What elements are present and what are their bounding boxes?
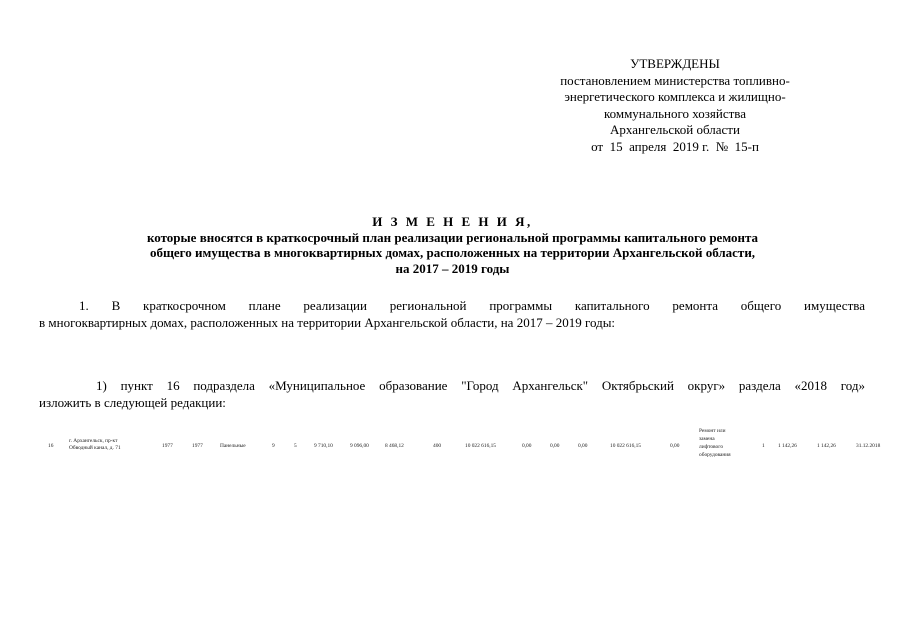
cell-wall-material: Панельные [220,443,246,449]
cell-residents: 400 [433,443,442,449]
approval-line: коммунального хозяйства [603,105,747,121]
cell-area-residential: 8 468,12 [385,443,404,449]
cell-area-premises: 9 096,00 [350,443,369,449]
approval-line: Архангельской области [610,122,740,137]
approval-date-line: от 15 апреля 2019 г. № 15-п [591,138,759,154]
approval-line: энергетического комплекса и жилищно- [564,89,786,104]
cell-deadline: 31.12.2018 [856,443,881,449]
cell-fund-regional: 0,00 [550,443,560,449]
cell-address-line-2: Обводный канал, д. 71 [69,445,121,451]
cell-work-line-3: лифтового [699,444,724,450]
heading-line: на 2017 – 2019 годы [395,260,510,276]
cell-address-line-1: г. Архангельск, пр-кт [69,438,118,444]
cell-year-built: 1977 [162,443,173,449]
paragraph-2-line-2: изложить в следующей редакции: [39,395,226,410]
heading-title: И З М Е Н Е Н И Я, [372,214,533,229]
paragraph-2 [39,377,865,411]
heading-line: которые вносятся в краткосрочный план реализации региональной программы капитального ремонта [146,229,759,245]
cell-floors: 9 [272,443,275,449]
cell-unit-cost: 1 142,26 [778,443,797,449]
approval-line: постановлением министерства топливно- [560,72,790,88]
heading-line: общего имущества в многоквартирных домах, расположенных на территории Архангельской области, [149,245,756,260]
cell-max-cost: 1 142,26 [817,443,836,449]
cell-fund-municipal: 0,00 [578,443,588,449]
table-row [0,426,905,466]
cell-fund-other: 0,00 [670,443,680,449]
approval-block [540,56,810,155]
paragraph-1-line-2: в многоквартирных домах, расположенных на территории Архангельской области, на 2017 – 2019 годы: [39,315,616,330]
cell-fund-owners: 10 022 616,15 [610,443,641,449]
cell-total-area: 9 710,10 [314,443,333,449]
cell-work-line-2: замена [699,436,715,442]
approval-title: УТВЕРЖДЕНЫ [630,56,720,71]
cell-work-line-4: оборудования [699,452,731,458]
cell-year-commission: 1977 [192,443,203,449]
cell-cost-total: 10 022 616,15 [465,443,496,449]
cell-work-line-1: Ремонт или [699,428,726,434]
cell-units: 1 [762,443,765,449]
cell-entrances: 5 [294,443,297,449]
paragraph-1 [39,297,865,331]
cell-number: 16 [48,443,54,449]
paragraph-2-line-1: 1) пункт 16 подраздела «Муниципальное образование "Город Архангельск" Октябрьский округ» раздела «2018 год» [96,378,865,393]
paragraph-1-line-1: 1. В краткосрочном плане реализации региональной программы капитального ремонта общего имущества [79,298,865,313]
document-heading [80,214,825,276]
cell-fund-federal: 0,00 [522,443,532,449]
